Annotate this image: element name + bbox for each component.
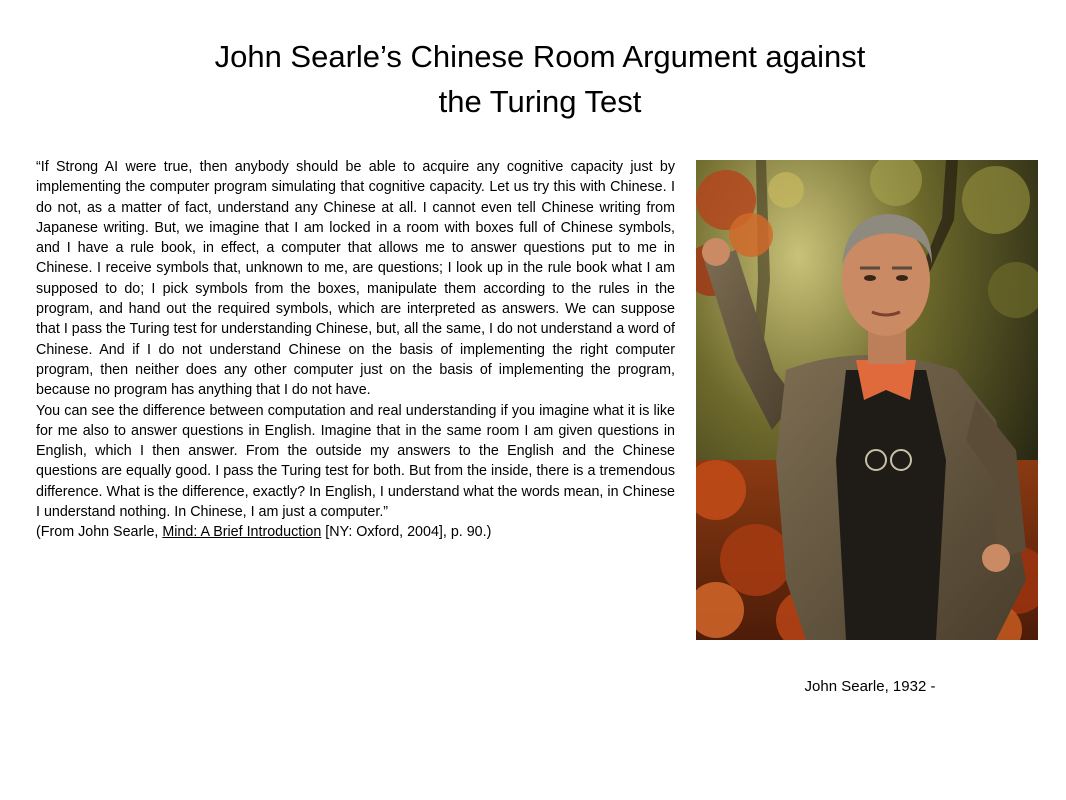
quote-paragraph-1: “If Strong AI were true, then anybody should be able to acquire any cognitive capacity just by implementing the computer program simulating that cognitive capacity. Let us try this with Chinese. I do not, as a matter of fact, understand any Chinese at all. I cannot even tell Chinese writing from Japanese writing. But, we imagine that I am locked in a room with boxes full of Chinese symbols, and I have a rule book, in effect, a computer that allows me to answer questions put to me in Chinese. I receive symbols that, unknown to me, are questions; I look up in the rule book what I am supposed to do; I pick symbols from the boxes, manipulate them according to the rules in the program, and hand out the required symbols, which are interpreted as answers. We can suppose that I pass the Turing test for understanding Chinese, but, all the same, I do not understand a word of Chinese. And if I do not understand Chinese on the basis of implementing the right computer program, then neither does any other computer just on the basis of implementing the program, because no program has anything that I do not have. bbox=[36, 159, 675, 399]
portrait-illustration bbox=[696, 160, 1038, 640]
quote-paragraph-2: You can see the difference between computation and real understanding if you imagine what it is like for me also to answer questions in English. Imagine that in the same room I am given questions in English, which I then answer. From the outside my answers to the English and the Chinese questions are equally good. I pass the Turing test for both. But from the inside, there is a tremendous difference. What is the difference, exactly? In English, I understand what the words mean, in Chinese I understand nothing. In Chinese, I am just a computer.” bbox=[36, 402, 675, 521]
citation bbox=[36, 522, 675, 542]
portrait-photo bbox=[696, 160, 1038, 640]
photo-caption: John Searle, 1932 - bbox=[804, 678, 936, 695]
citation-suffix: [NY: Oxford, 2004], p. 90.) bbox=[321, 524, 492, 541]
quote-block bbox=[36, 157, 675, 543]
slide-title-line-1: John Searle’s Chinese Room Argument against bbox=[214, 39, 866, 74]
slide-title bbox=[80, 34, 1000, 124]
citation-prefix: (From John Searle, bbox=[36, 524, 163, 541]
slide-title-line-2: the Turing Test bbox=[438, 84, 642, 119]
citation-book-title: Mind: A Brief Introduction bbox=[162, 524, 322, 541]
